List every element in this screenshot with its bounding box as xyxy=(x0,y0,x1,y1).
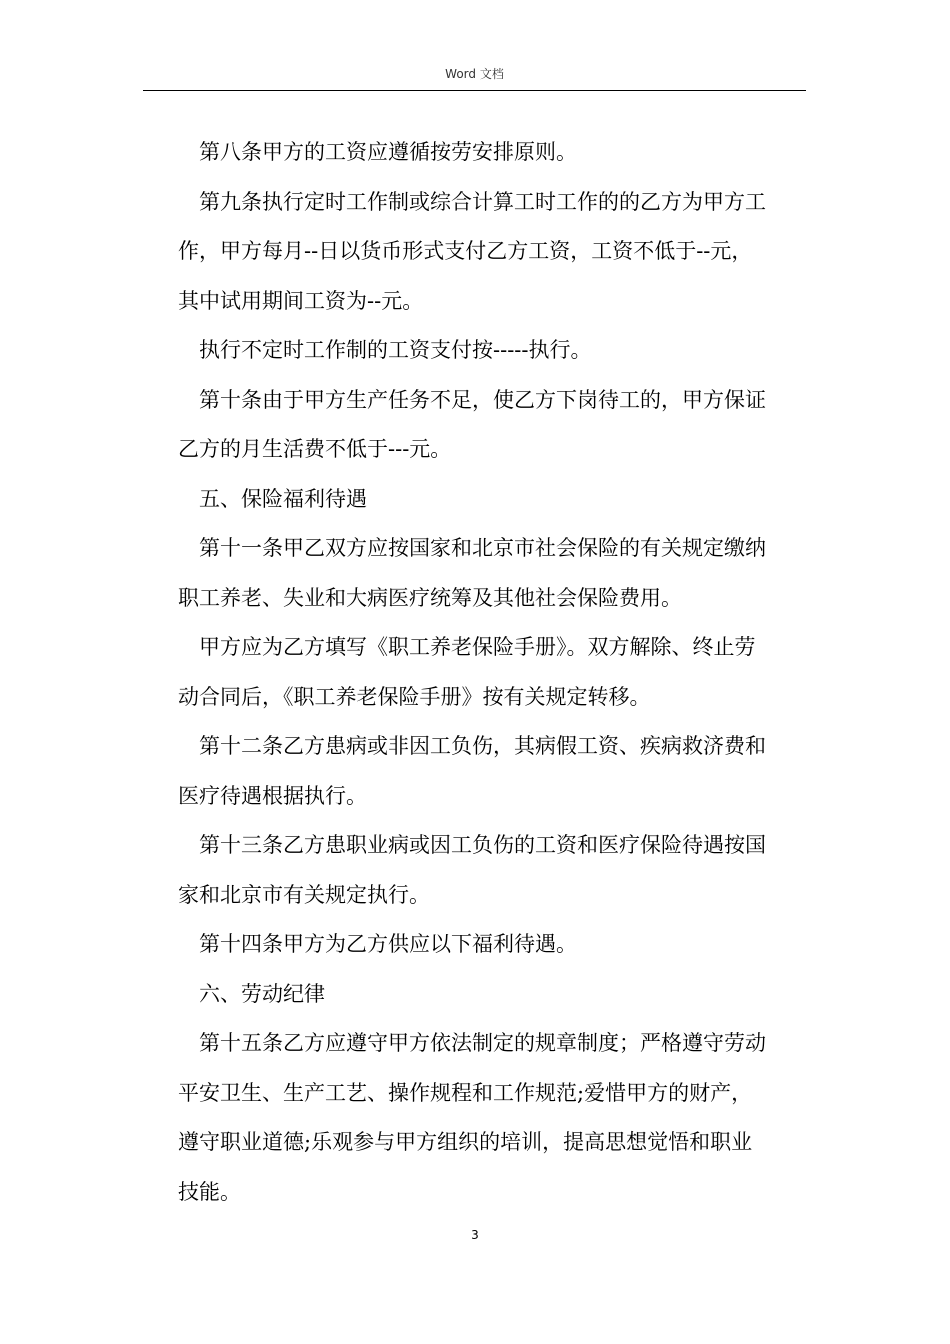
paragraph-line: 家和北京市有关规定执行。 xyxy=(178,882,430,907)
paragraph-line: 遵守职业道德;乐观参与甲方组织的培训，提高思想觉悟和职业 xyxy=(178,1130,753,1154)
paragraph-line: 执行不定时工作制的工资支付按-----执行。 xyxy=(199,338,592,362)
paragraph-line: 第十一条甲乙双方应按国家和北京市社会保险的有关规定缴纳 xyxy=(199,536,766,560)
paragraph-line: 第十三条乙方患职业病或因工负伤的工资和医疗保险待遇按国 xyxy=(199,833,766,857)
paragraph-line: 职工养老、失业和大病医疗统筹及其他社会保险费用。 xyxy=(178,585,682,610)
paragraph-line: 甲方应为乙方填写《职工养老保险手册》。双方解除、终止劳 xyxy=(199,635,756,659)
paragraph-line: 第十二条乙方患病或非因工负伤，其病假工资、疾病救济费和 xyxy=(199,734,766,758)
paragraph-line: 动合同后，《职工养老保险手册》按有关规定转移。 xyxy=(178,684,651,709)
paragraph-line: 第十五条乙方应遵守甲方依法制定的规章制度；严格遵守劳动 xyxy=(199,1031,766,1055)
paragraph-line: 平安卫生、生产工艺、操作规程和工作规范;爱惜甲方的财产， xyxy=(178,1080,753,1105)
document-body xyxy=(178,128,808,1217)
paragraph-line: 第十条由于甲方生产任务不足，使乙方下岗待工的，甲方保证 xyxy=(199,387,766,412)
paragraph-line: 第九条执行定时工作制或综合计算工时工作的的乙方为甲方工 xyxy=(199,189,766,214)
header-title: Word 文档 xyxy=(445,67,504,81)
page-header xyxy=(143,62,806,91)
paragraph-line: 第八条甲方的工资应遵循按劳安排原则。 xyxy=(199,140,577,164)
section-heading: 五、保险福利待遇 xyxy=(199,486,367,511)
paragraph-line: 技能。 xyxy=(178,1179,241,1204)
paragraph-line: 作，甲方每月--日以货币形式支付乙方工资，工资不低于--元， xyxy=(178,239,753,263)
paragraph-line: 其中试用期间工资为--元。 xyxy=(178,288,424,313)
paragraph-line: 乙方的月生活费不低于---元。 xyxy=(178,437,452,461)
page-number: 3 xyxy=(471,1228,479,1242)
section-heading: 六、劳动纪律 xyxy=(199,981,325,1006)
paragraph-line: 医疗待遇根据执行。 xyxy=(178,783,367,808)
paragraph-line: 第十四条甲方为乙方供应以下福利待遇。 xyxy=(199,932,577,956)
